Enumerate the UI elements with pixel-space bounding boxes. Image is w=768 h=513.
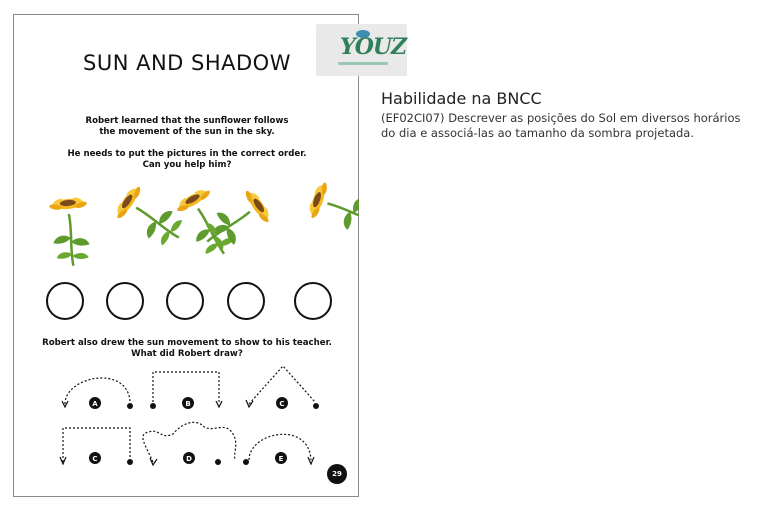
- sunflower-1: [48, 195, 93, 267]
- question-2-line-2: What did Robert draw?: [131, 349, 243, 359]
- bncc-title: Habilidade na BNCC: [381, 89, 542, 108]
- answer-circle-4[interactable]: [228, 283, 264, 319]
- sunflower-4: [196, 186, 275, 258]
- answer-circle-1[interactable]: [47, 283, 83, 319]
- logo-text: YOUZ: [340, 34, 407, 60]
- sunflower-5: [305, 179, 359, 239]
- page-number: 29: [327, 464, 347, 484]
- question-2-line-1: Robert also drew the sun movement to show to his teacher.: [42, 338, 332, 348]
- option-c1-path[interactable]: [246, 366, 319, 409]
- bncc-description: (EF02CI07) Descrever as posições do Sol em diversos horários do dia e associá-las ao tamanho da sombra projetada.: [381, 111, 741, 140]
- option-c1-label: C: [279, 400, 285, 408]
- youz-logo: [316, 24, 407, 76]
- worksheet-title: SUN AND SHADOW: [83, 51, 291, 75]
- option-a-label: A: [92, 400, 98, 408]
- answer-circle-2[interactable]: [107, 283, 143, 319]
- option-b-path[interactable]: [150, 372, 222, 409]
- answer-circle-3[interactable]: [167, 283, 203, 319]
- option-d-path[interactable]: [143, 422, 236, 465]
- option-b-label: B: [185, 400, 191, 408]
- worksheet-artwork: [13, 14, 359, 497]
- option-e-label: E: [278, 455, 284, 463]
- question-1-line-1: He needs to put the pictures in the correct order.: [67, 149, 307, 159]
- intro-line-2: the movement of the sun in the sky.: [99, 127, 275, 137]
- option-d-label: D: [186, 455, 192, 463]
- option-a-path[interactable]: [62, 378, 133, 409]
- answer-circle-5[interactable]: [295, 283, 331, 319]
- logo-tagline-bar: [338, 62, 388, 65]
- option-e-path[interactable]: [243, 434, 314, 465]
- intro-line-1: Robert learned that the sunflower follows: [85, 116, 289, 126]
- option-c2-label: C: [92, 455, 98, 463]
- sunflower-2: [111, 182, 190, 254]
- question-1-line-2: Can you help him?: [142, 160, 232, 170]
- option-c2-path[interactable]: [60, 428, 133, 465]
